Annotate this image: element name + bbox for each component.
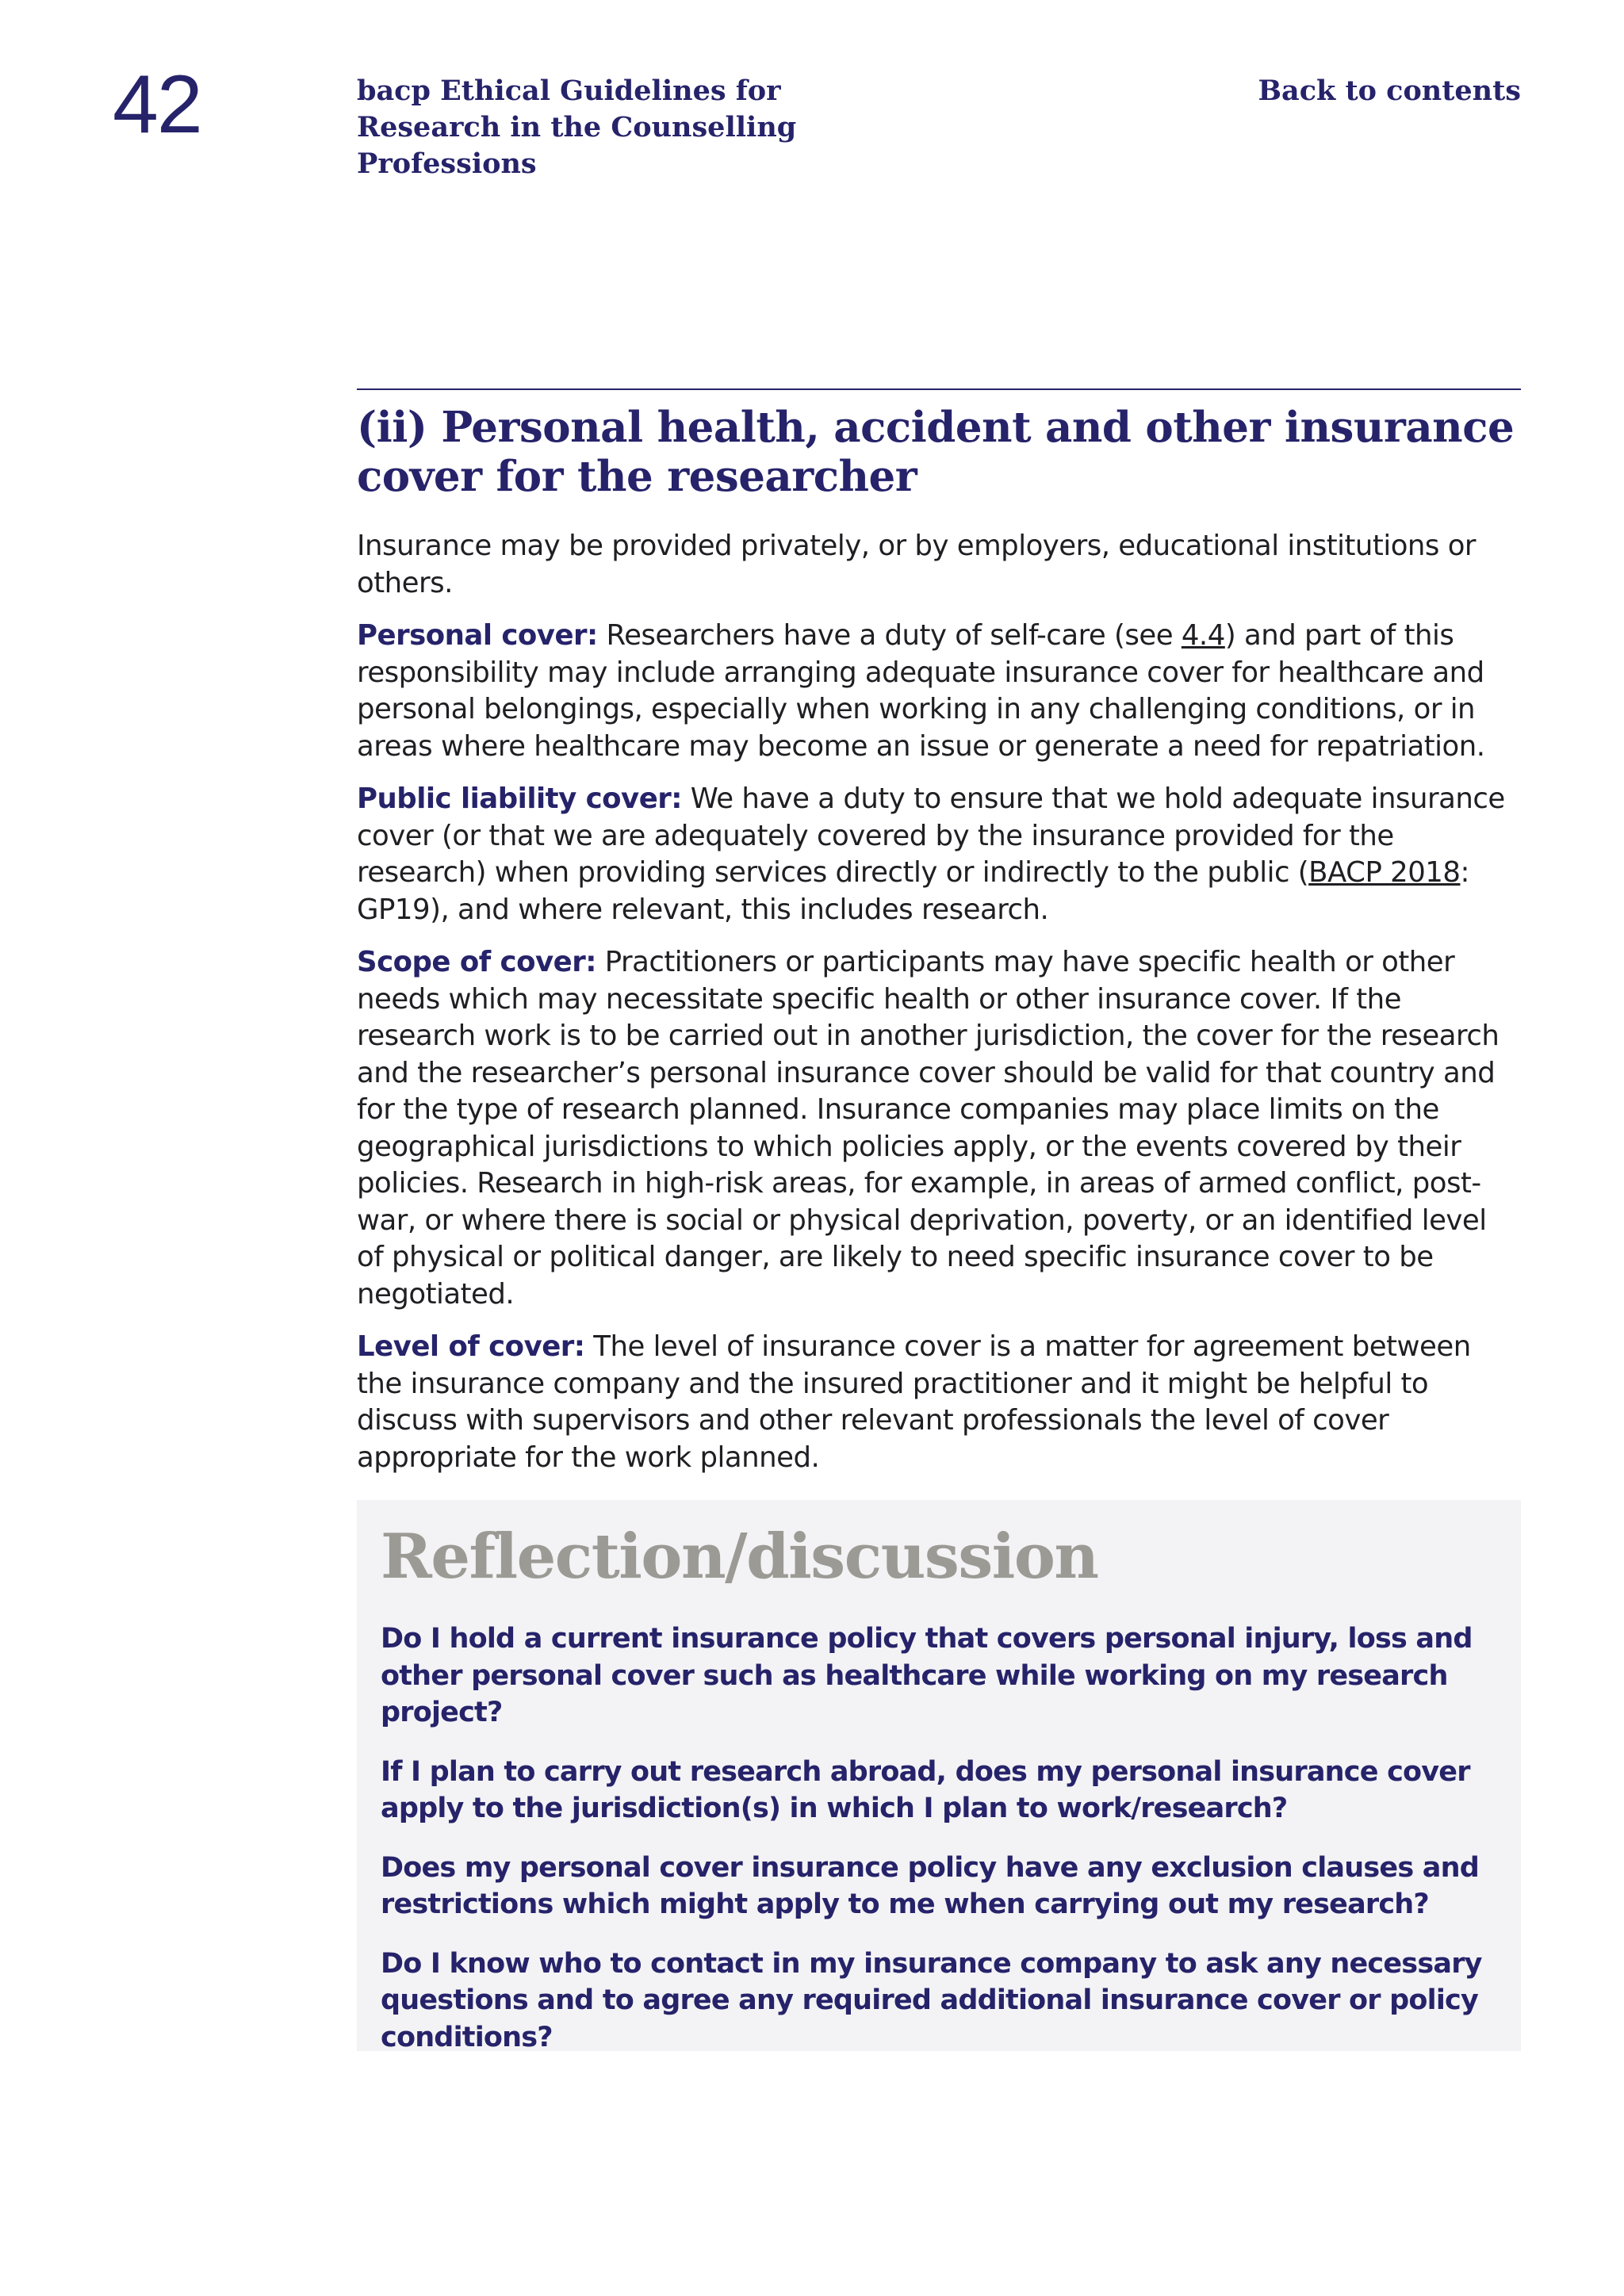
section-heading: (ii) Personal health, accident and other insurance cover for the researcher (357, 403, 1515, 501)
reflection-question: If I plan to carry out research abroad, does my personal insurance cover apply to the jurisdiction(s) in which I plan to work/research? (381, 1755, 1470, 1824)
reflection-question: Do I hold a current insurance policy that covers personal injury, loss and other personal cover such as healthcare while working on my research project? (381, 1623, 1473, 1728)
personal-cover-text-end: ) and part of this responsibility may include arranging adequate insurance cover for healthcare and personal belongings, especially when working in any challenging conditions, or in areas where healthcare may become an issue or generate a need for repatriation. (357, 619, 1485, 763)
reflection-question: Does my personal cover insurance policy have any exclusion clauses and restrictions which might apply to me when carrying out my research? (381, 1851, 1479, 1920)
level-of-cover-lead: Level of cover: (357, 1330, 585, 1363)
section-divider (357, 388, 1521, 390)
personal-cover-lead: Personal cover: (357, 619, 598, 652)
public-liability-text-end: : GP19), and where relevant, this includes research. (357, 856, 1469, 926)
public-liability-text: We have a duty to ensure that we hold adequate insurance cover (or that we are adequately covered by the insurance provided for the research) when providing services directly or indirectly to the public ( (357, 783, 1505, 889)
public-liability-lead: Public liability cover: (357, 783, 682, 815)
scope-of-cover-lead: Scope of cover: (357, 946, 596, 978)
scope-of-cover-text: Practitioners or participants may have specific health or other needs which may necessitate specific health or other insurance cover. If the research work is to be carried out in another jurisdiction, the cover for the research and the researcher’s personal insurance cover should be valid for that country and for the type of research planned. Insurance companies may place limits on the geographical jurisdictions to which policies apply, or the events covered by their policies. Research in high-risk areas, for example, in areas of armed conflict, post-war, or where there is social or physical deprivation, poverty, or an identified level of physical or political danger, are likely to need specific insurance cover to be negotiated. (357, 946, 1500, 1311)
document-title: bacp Ethical Guidelines for Research in the Counselling Professions (357, 75, 797, 180)
insurance-section (357, 388, 1521, 1476)
back-to-contents-link[interactable]: Back to contents (1258, 75, 1521, 107)
reflection-title: Reflection/discussion (381, 1521, 1098, 1593)
reflection-question: Do I know who to contact in my insurance company to ask any necessary questions and to agree any required additional insurance cover or policy conditions? (381, 1947, 1482, 2053)
reflection-box (357, 1500, 1521, 2051)
intro-paragraph: Insurance may be provided privately, or by employers, educational institutions or others. (357, 530, 1477, 599)
personal-cover-text: Researchers have a duty of self-care (see (597, 619, 1182, 652)
public-liability-paragraph (357, 781, 1521, 928)
section-4-4-link[interactable]: 4.4 (1181, 619, 1225, 652)
bacp-2018-link[interactable]: BACP 2018 (1308, 856, 1461, 889)
scope-of-cover-paragraph (357, 944, 1521, 1313)
level-of-cover-text: The level of insurance cover is a matter for agreement between the insurance company and the insured practitioner and it might be helpful to discuss with supervisors and other relevant professionals the level of cover appropriate for the work planned. (357, 1330, 1471, 1474)
level-of-cover-paragraph (357, 1329, 1521, 1476)
page-number: 42 (113, 59, 201, 151)
personal-cover-paragraph (357, 618, 1521, 765)
